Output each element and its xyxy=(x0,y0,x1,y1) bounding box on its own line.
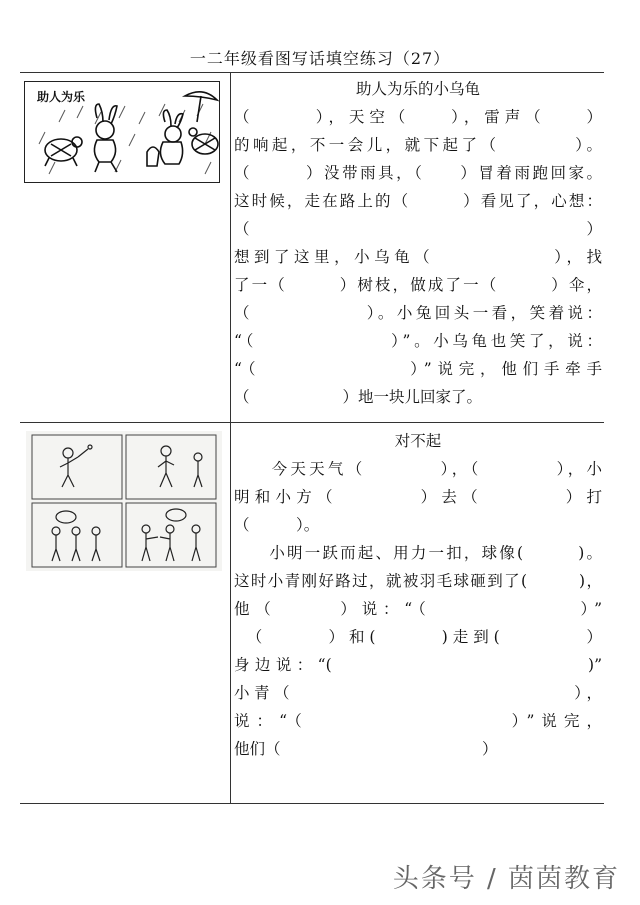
story-2-line[interactable]: 说：“（ ）”说完， xyxy=(234,712,602,730)
story-1-line[interactable]: （ ）。小兔回头一看，笑着说： xyxy=(234,304,602,322)
worksheet-table xyxy=(20,72,604,804)
story-2-line[interactable]: 身边说：“( )” xyxy=(234,656,602,674)
watermark: 头条号 / 茵茵教育 xyxy=(392,864,620,894)
story-1-line[interactable]: 想到了这里，小乌龟（ ），找 xyxy=(234,248,602,266)
picture-label: 助人为乐 xyxy=(37,90,86,104)
picture-turtle-rabbit xyxy=(24,81,220,183)
story-1-line[interactable]: （ ） xyxy=(234,220,602,238)
story-1 xyxy=(234,75,602,411)
story-2-line[interactable]: 小青（ ）， xyxy=(234,684,602,702)
story-2 xyxy=(234,427,602,763)
story-2-line[interactable]: 他们（ ） xyxy=(234,740,498,758)
story-1-line[interactable]: 了一（ ）树枝，做成了一（ ）伞， xyxy=(234,276,602,294)
story-2-line[interactable]: （ ）。 xyxy=(234,516,320,534)
column-divider xyxy=(230,73,231,803)
story-1-line[interactable]: 的响起，不一会儿，就下起了（ ）。 xyxy=(234,136,602,154)
rain-scene-illustration xyxy=(25,82,219,182)
story-1-line[interactable]: “（ ）”说完，他们手牵手 xyxy=(234,360,602,378)
story-2-title: 对不起 xyxy=(394,432,442,450)
row-divider xyxy=(20,422,604,423)
story-2-line[interactable]: 明和小方（ ）去（ ）打 xyxy=(234,488,602,506)
story-2-line[interactable]: 这时小青刚好路过，就被羽毛球砸到了( )， xyxy=(234,572,602,590)
story-1-line[interactable]: 这时候，走在路上的（ ）看见了，心想： xyxy=(234,192,602,210)
story-2-line[interactable]: （ ）和( )走到( ） xyxy=(234,628,602,646)
four-panel-comic-illustration xyxy=(26,431,222,571)
story-2-line[interactable]: 小明一跃而起、用力一扣，球像( )。 xyxy=(234,544,602,562)
story-1-title: 助人为乐的小乌龟 xyxy=(355,80,480,98)
story-1-line[interactable]: （ ）没带雨具，（ ）冒着雨跑回家。 xyxy=(234,164,602,182)
story-2-line[interactable]: 他（ ）说：“（ ）” xyxy=(234,600,602,618)
page-title: 一二年级看图写话填空练习（27） xyxy=(189,49,451,68)
story-1-line[interactable]: （ ）地一块儿回家了。 xyxy=(234,388,483,406)
story-1-line[interactable]: “（ ）”。小乌龟也笑了，说： xyxy=(234,332,602,350)
story-2-line[interactable]: 今天天气（ ），（ ），小 xyxy=(234,460,602,478)
picture-badminton-comic xyxy=(26,431,222,571)
story-1-line[interactable]: （ ），天空（ ），雷声（ ） xyxy=(234,108,602,126)
